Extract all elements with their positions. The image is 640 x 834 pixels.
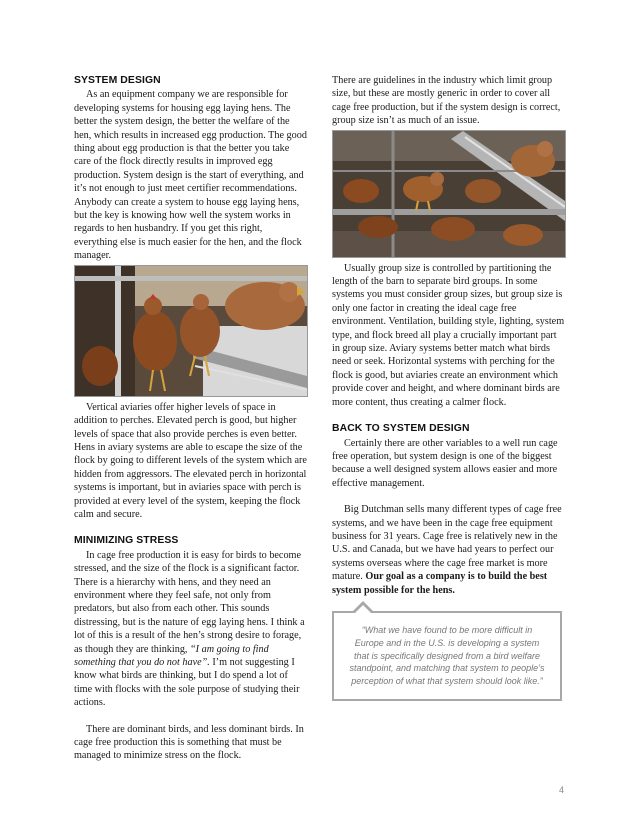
- aviary-hens-photo: [74, 265, 308, 397]
- left-column: [74, 74, 308, 763]
- dominant-birds-paragraph: There are dominant birds, and less dominant birds. In cage free production this is something that must be managed to minimize stress on the flock.: [74, 723, 304, 762]
- minimizing-stress-paragraph: [74, 549, 308, 710]
- back-to-system-design-paragraph: Certainly there are other variables to a well run cage free operation, but system design is one of the biggest because a well designed system allows easier and more effective management.: [332, 437, 558, 489]
- big-dutchman-paragraph: [332, 503, 566, 597]
- pull-quote-text: “What we have found to be more difficult in Europe and in the U.S. is developing a system that is specifically designed from a bird welfare standpoint, and matching that system to people’s perception of what that system should look like.”: [349, 625, 545, 686]
- pull-quote-box: [332, 611, 562, 701]
- page-number: 4: [559, 785, 565, 795]
- hen-thought-quote: “I am going to find something that you do not have”.: [74, 643, 269, 668]
- right-column: [332, 74, 566, 701]
- back-to-system-design-heading: BACK TO SYSTEM DESIGN: [332, 423, 470, 435]
- group-size-paragraph: Usually group size is controlled by partitioning the length of the barn to separate bird groups. In some systems you must consider group sizes, but group size is only one factor in creating the ideal cage free environment. Ventilation, building style, lighting, system type, and flock breed all play a crucially important part in group size. Aviary systems better match what birds need or seek. Horizontal systems with perching for the flock is good, but aviaries create an environment which provide cover and height, and where dominant birds are more content, thus creating a calmer flock.: [332, 262, 565, 408]
- minimizing-stress-text-end: I’m not suggesting I know what birds are thinking, but I do spend a lot of time with flocks with the sole purpose of studying their actions.: [74, 657, 300, 709]
- cage-free-barn-photo: [332, 130, 566, 258]
- company-goal-text: Our goal as a company is to build the best system possible for the hens.: [332, 571, 548, 596]
- big-dutchman-text: Big Dutchman sells many different types of cage free systems, and we have been in the cage free equipment business for 31 years. Cage free is relatively new in the U.S. and Canada, but we have had years to perfect our systems overseas where the cage free market is more mature.: [332, 504, 562, 583]
- system-design-heading: SYSTEM DESIGN: [74, 75, 161, 86]
- group-size-intro: There are guidelines in the industry which limit group size, but these are mostly generic in order to cover all cage free production, but if the system design is correct, group size isn’t as much of an issue.: [332, 75, 561, 127]
- minimizing-stress-text-start: In cage free production it is easy for birds to become stressed, and the size of the flock is a significant factor. There is a hierarchy with hens, and they need an environment where they feel safe, not only from predators, but also from each other. This sounds distressing, but is the nature of egg laying hens. I think a lot of this is a result of the hen’s strong desire to forage, as though they are thinking,: [74, 549, 305, 655]
- minimizing-stress-heading: MINIMIZING STRESS: [74, 535, 179, 547]
- aviary-paragraph: Vertical aviaries offer higher levels of space in addition to perches. Elevated perch is good, but higher levels of space that also provide perches is even better. Hens in aviary systems are able to escape the size of the flock by going to different levels of the system which are hidden from aggressors. The elevated perch in horizontal systems is important, but in aviaries space with perch is provided at every level of the system, keeping the flock calm and secure.: [74, 401, 307, 520]
- system-design-paragraph: As an equipment company we are responsible for developing systems for housing egg laying hens. The better the system design, the better the welfare of the hen, which results in increased egg production. The good thing about egg production is that the better you take care of the flock directly results in improved egg production. System design is the start of everything, and it’s not enough to just meet certifier recommendations. Anybody can create a system to house egg laying hens, but the key is knowing how well the system works in regards to hen husbandry. If you get this right, everything else is much easier for the hen, and the flock manager.: [74, 89, 307, 262]
